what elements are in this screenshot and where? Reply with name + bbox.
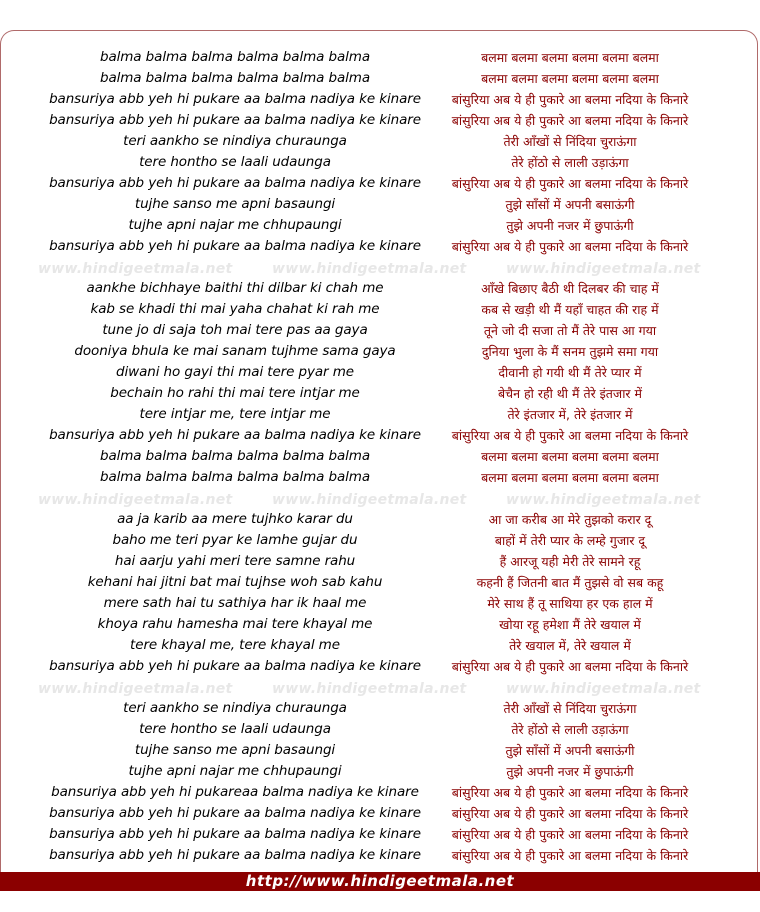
lyric-line-hindi: बलमा बलमा बलमा बलमा बलमा बलमा [481,470,659,485]
watermark-text: www.hindigeetmala.net [272,261,467,277]
lyric-line-hindi: तुझे साँसों में अपनी बसाऊंगी [505,197,635,212]
watermark-text: www.hindigeetmala.net [38,261,233,277]
watermark-text: www.hindigeetmala.net [38,681,233,697]
lyric-line-hindi: कब से खड़ी थी मैं यहाँ चाहत की राह में [481,302,659,317]
lyric-line-hindi: तुझे अपनी नजर में छुपाऊंगी [506,764,634,779]
lyric-line-roman: tujhe sanso me apni basaungi [134,742,336,758]
lyric-line-hindi: तुझे अपनी नजर में छुपाऊंगी [506,218,634,233]
lyric-line-hindi: कहनी हैं जितनी बात मैं तुझसे वो सब कहू [476,575,664,590]
lyric-line-roman: bansuriya abb yeh hi pukareaa balma nadiya ke kinare [51,784,419,800]
lyric-line-hindi: बलमा बलमा बलमा बलमा बलमा बलमा [481,449,659,464]
lyric-line-roman: balma balma balma balma balma balma [99,448,371,464]
lyric-line-roman: bansuriya abb yeh hi pukare aa balma nadiya ke kinare [49,847,421,863]
lyric-line-roman: aa ja karib aa mere tujhko karar du [117,511,353,527]
watermark-row [0,491,760,509]
lyric-line-hindi: हैं आरजू यही मेरी तेरे सामने रहू [499,554,641,569]
hindi-lyrics-column [395,47,745,866]
lyric-line-hindi: बांसुरिया अब ये ही पुकारे आ बलमा नदिया के किनारे [451,785,689,800]
lyric-line-roman: bansuriya abb yeh hi pukare aa balma nadiya ke kinare [49,238,421,254]
lyric-line-hindi: आँखे बिछाए बैठी थी दिलबर की चाह में [481,281,659,296]
footer-link[interactable]: http://www.hindigeetmala.net [245,872,515,890]
lyric-line-roman: tere intjar me, tere intjar me [139,406,331,422]
lyric-line-roman: bansuriya abb yeh hi pukare aa balma nadiya ke kinare [49,112,421,128]
lyric-line-roman: teri aankho se nindiya churaunga [123,133,347,149]
lyric-line-roman: dooniya bhula ke mai sanam tujhme sama gaya [74,343,396,359]
lyric-line-hindi: बांसुरिया अब ये ही पुकारे आ बलमा नदिया के किनारे [451,848,689,863]
lyric-line-roman: kehani hai jitni bat mai tujhse woh sab kahu [87,574,383,590]
lyric-line-hindi: बलमा बलमा बलमा बलमा बलमा बलमा [481,50,659,65]
lyric-line-hindi: दुनिया भुला के मैं सनम तुझमे समा गया [481,344,659,359]
lyric-line-hindi: तेरे इंतजार में, तेरे इंतजार में [507,407,633,422]
lyric-line-hindi: मेरे साथ हैं तू साथिया हर एक हाल में [487,596,653,611]
lyric-line-roman: bechain ho rahi thi mai tere intjar me [110,385,360,401]
footer-bar [0,872,760,891]
lyric-line-hindi: तेरे खयाल में, तेरे खयाल में [509,638,631,653]
lyric-line-hindi: बाहों में तेरी प्यार के लम्हे गुजार दू [494,533,646,548]
lyric-line-hindi: तेरी आँखों से निंदिया चुराऊंगा [503,701,637,716]
lyric-line-roman: balma balma balma balma balma balma [99,70,371,86]
lyric-line-hindi: बांसुरिया अब ये ही पुकारे आ बलमा नदिया के किनारे [451,428,689,443]
lyric-line-hindi: तेरी आँखों से निंदिया चुराऊंगा [503,134,637,149]
watermark-text: www.hindigeetmala.net [272,492,467,508]
lyric-line-hindi: बेचैन हो रही थी मैं तेरे इंतजार में [498,386,642,401]
lyric-line-hindi: तूने जो दी सजा तो मैं तेरे पास आ गया [483,323,657,338]
watermark-text: www.hindigeetmala.net [272,681,467,697]
lyric-line-hindi: तेरे होंठो से लाली उड़ाऊंगा [511,722,629,737]
lyric-line-hindi: बांसुरिया अब ये ही पुकारे आ बलमा नदिया के किनारे [451,827,689,842]
lyric-line-roman: tere khayal me, tere khayal me [130,637,340,653]
watermark-row [0,260,760,278]
watermark-text: www.hindigeetmala.net [506,681,701,697]
lyric-line-hindi: बलमा बलमा बलमा बलमा बलमा बलमा [481,71,659,86]
lyric-line-roman: teri aankho se nindiya churaunga [123,700,347,716]
lyric-line-roman: balma balma balma balma balma balma [99,49,371,65]
lyric-line-roman: tujhe apni najar me chhupaungi [128,217,342,233]
lyric-line-hindi: बांसुरिया अब ये ही पुकारे आ बलमा नदिया के किनारे [451,659,689,674]
lyric-line-roman: bansuriya abb yeh hi pukare aa balma nadiya ke kinare [49,658,421,674]
lyric-line-roman: hai aarju yahi meri tere samne rahu [114,553,356,569]
lyric-line-hindi: बांसुरिया अब ये ही पुकारे आ बलमा नदिया के किनारे [451,92,689,107]
lyric-line-hindi: बांसुरिया अब ये ही पुकारे आ बलमा नदिया के किनारे [451,113,689,128]
lyric-line-roman: diwani ho gayi thi mai tere pyar me [116,364,354,380]
watermark-text: www.hindigeetmala.net [506,492,701,508]
watermark-text: www.hindigeetmala.net [506,261,701,277]
watermark-row [0,680,760,698]
lyric-line-roman: bansuriya abb yeh hi pukare aa balma nadiya ke kinare [49,805,421,821]
lyric-line-hindi: तुझे साँसों में अपनी बसाऊंगी [505,743,635,758]
lyric-line-roman: bansuriya abb yeh hi pukare aa balma nadiya ke kinare [49,91,421,107]
watermark-text: www.hindigeetmala.net [38,492,233,508]
lyric-line-hindi: तेरे होंठो से लाली उड़ाऊंगा [511,155,629,170]
lyric-line-hindi: बांसुरिया अब ये ही पुकारे आ बलमा नदिया के किनारे [451,239,689,254]
lyric-line-hindi: बांसुरिया अब ये ही पुकारे आ बलमा नदिया के किनारे [451,806,689,821]
lyric-line-roman: khoya rahu hamesha mai tere khayal me [97,616,373,632]
lyric-line-roman: balma balma balma balma balma balma [99,469,371,485]
lyric-line-roman: tere hontho se laali udaunga [139,721,331,737]
lyric-line-roman: aankhe bichhaye baithi thi dilbar ki chah me [86,280,384,296]
lyric-line-roman: tujhe apni najar me chhupaungi [128,763,342,779]
lyric-line-roman: mere sath hai tu sathiya har ik haal me [103,595,367,611]
lyric-line-roman: kab se khadi thi mai yaha chahat ki rah me [90,301,380,317]
lyric-line-roman: tujhe sanso me apni basaungi [134,196,336,212]
lyric-line-roman: bansuriya abb yeh hi pukare aa balma nadiya ke kinare [49,826,421,842]
lyric-line-roman: bansuriya abb yeh hi pukare aa balma nadiya ke kinare [49,427,421,443]
lyric-line-roman: tune jo di saja toh mai tere pas aa gaya [102,322,368,338]
lyric-line-roman: bansuriya abb yeh hi pukare aa balma nadiya ke kinare [49,175,421,191]
lyric-line-hindi: आ जा करीब आ मेरे तुझको करार दू [488,512,652,527]
lyric-line-hindi: खोया रहू हमेशा मैं तेरे खयाल में [499,617,641,632]
lyric-line-roman: baho me teri pyar ke lamhe gujar du [112,532,358,548]
lyric-line-hindi: बांसुरिया अब ये ही पुकारे आ बलमा नदिया के किनारे [451,176,689,191]
lyric-line-hindi: दीवानी हो गयी थी मैं तेरे प्यार में [498,365,642,380]
lyric-line-roman: tere hontho se laali udaunga [139,154,331,170]
